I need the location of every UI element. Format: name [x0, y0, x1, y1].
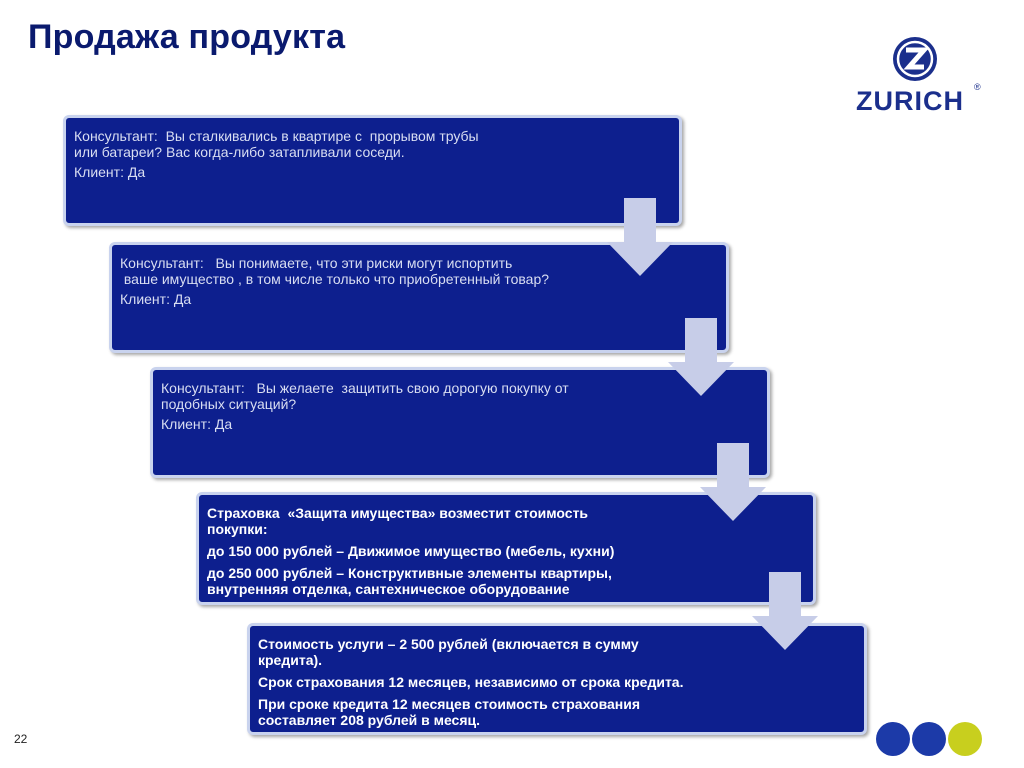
step-5-line-2: Срок страхования 12 месяцев, независимо от срока кредита. — [258, 674, 684, 690]
step-1-line-2: Клиент: Да — [74, 164, 146, 180]
down-arrow-icon — [607, 198, 673, 276]
decor-dot-blue-1 — [876, 722, 910, 756]
decor-dot-green — [948, 722, 982, 756]
step-5-line-1: Стоимость услуги – 2 500 рублей (включается в сумму кредита). — [258, 636, 639, 668]
logo-registered-mark: ® — [974, 82, 981, 92]
down-arrow-icon — [668, 318, 734, 396]
step-4-line-3: до 250 000 рублей – Конструктивные элементы квартиры, внутренняя отделка, сантехническое оборудование — [207, 565, 612, 597]
step-4-line-2: до 150 000 рублей – Движимое имущество (мебель, кухни) — [207, 543, 615, 559]
step-3-line-1: Консультант: Вы желаете защитить свою дорогую покупку от подобных ситуаций? — [161, 380, 569, 412]
page-number: 22 — [14, 732, 28, 746]
step-2-line-1: Консультант: Вы понимаете, что эти риски могут испортить ваше имущество , в том числе только что приобретенный товар? — [120, 255, 550, 287]
step-3-line-2: Клиент: Да — [161, 416, 233, 432]
zurich-logo — [852, 36, 984, 118]
slide-title: Продажа продукта — [28, 18, 346, 56]
down-arrow-icon — [700, 443, 766, 521]
step-5-line-3: При сроке кредита 12 месяцев стоимость страхования составляет 208 рублей в месяц. — [258, 696, 641, 728]
step-1-line-1: Консультант: Вы сталкивались в квартире с прорывом трубы или батареи? Вас когда-либо затапливали соседи. — [74, 128, 479, 160]
step-2-line-2: Клиент: Да — [120, 291, 192, 307]
logo-wordmark: ZURICH — [856, 86, 964, 116]
step-4-line-1: Страховка «Защита имущества» возместит стоимость покупки: — [207, 505, 589, 537]
down-arrow-icon — [752, 572, 818, 650]
zurich-z-icon — [892, 36, 938, 82]
decor-dot-blue-2 — [912, 722, 946, 756]
step-box-1 — [63, 115, 682, 226]
